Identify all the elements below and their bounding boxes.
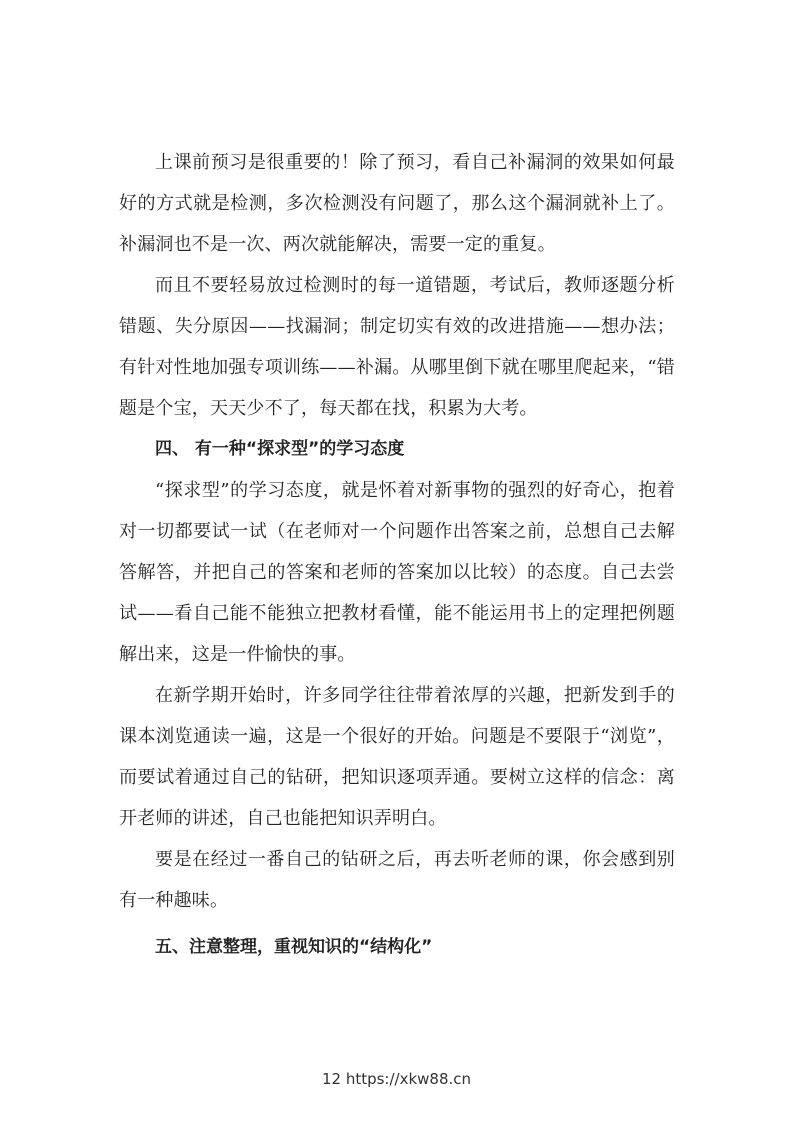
paragraph-new-semester: 在新学期开始时，许多同学往往带着浓厚的兴趣，把新发到手的课本浏览通读一遍，这是一个很好的开始。问题是不要限于“浏览”，而要试着通过自己的钻研，把知识逐项弄通。要树立这样的信念：离开老师的讲述，自己也能把知识弄明白。 bbox=[119, 685, 675, 829]
page-footer: 12 https://xkw88.cn bbox=[321, 1070, 472, 1088]
paragraph-self-study-interest: 要是在经过一番自己的钻研之后，再去听老师的课，你会感到别有一种趣味。 bbox=[119, 849, 675, 911]
section-heading-4: 四、 有一种“探求型”的学习态度 bbox=[155, 439, 405, 459]
paragraph-preview-and-testing: 上课前预习是很重要的！除了预习，看自己补漏洞的效果如何最好的方式就是检测，多次检测没有问题了，那么这个漏洞就补上了。补漏洞也不是一次、两次就能解决，需要一定的重复。 bbox=[119, 152, 675, 255]
paragraph-exploratory-attitude: “探求型”的学习态度，就是怀着对新事物的强烈的好奇心，抱着对一切都要试一试（在老师对一个问题作出答案之前，总想自己去解答解答，并把自己的答案和老师的答案加以比较）的态度。自己去尝试——看自己能不能独立把教材看懂，能不能运用书上的定理把例题解出来，这是一件愉快的事。 bbox=[119, 480, 675, 665]
paragraph-error-analysis: 而且不要轻易放过检测时的每一道错题，考试后，教师逐题分析错题、失分原因——找漏洞；制定切实有效的改进措施——想办法；有针对性地加强专项训练——补漏。从哪里倒下就在哪里爬起来，“错题是个宝，天天少不了，每天都在找，积累为大考。 bbox=[119, 275, 675, 419]
section-heading-5: 五、注意整理，重视知识的“结构化” bbox=[155, 937, 433, 957]
document-body bbox=[119, 142, 675, 968]
